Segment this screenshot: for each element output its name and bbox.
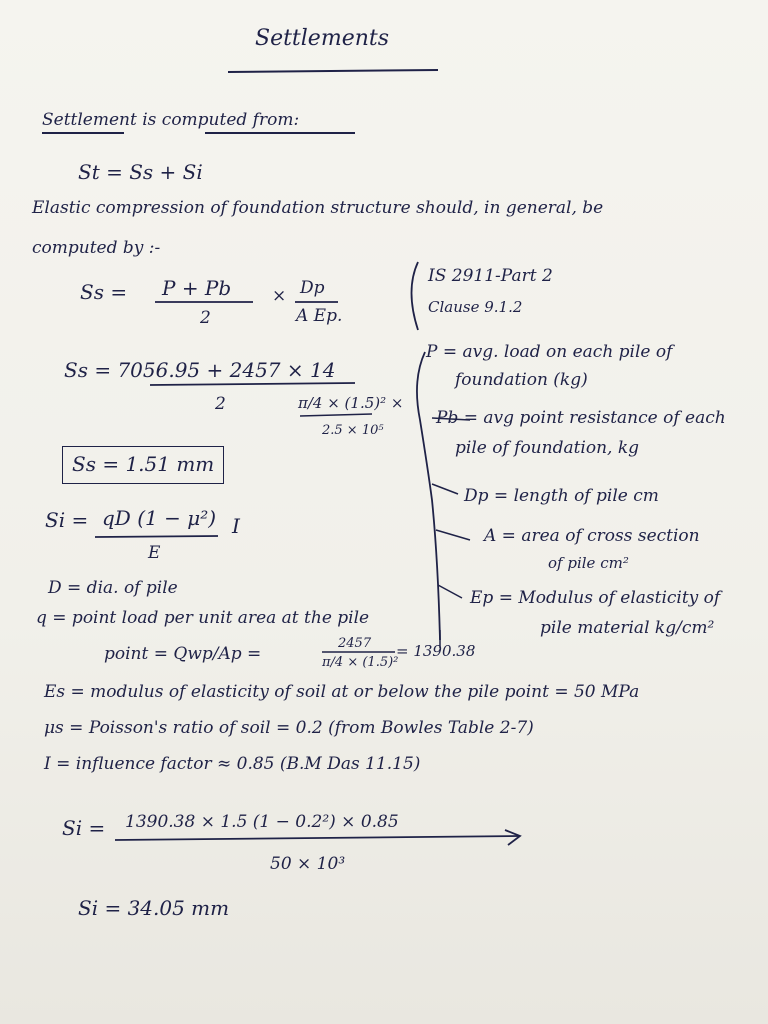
si-calculation-denominator: 50 × 10³ [270,854,346,874]
intro-underline-2 [205,132,355,134]
si-numerator: qD (1 − μ²) [102,506,217,530]
definition-q-cont: point = Qwp/Ap = [104,644,262,664]
ss-denominator: 2 [200,308,211,328]
reference-clause: Clause 9.1.2 [428,298,523,316]
definition-a-cont: of pile cm² [548,554,629,572]
definition-es: Es = modulus of elasticity of soil at or below the pile point = 50 MPa [44,682,640,702]
si-calculation-label: Si = [62,816,106,840]
page-title: Settlements [255,26,390,51]
si-result: Si = 34.05 mm [78,896,230,920]
ss-numerator: P + Pb [162,276,232,300]
definition-a: A = area of cross section [484,526,700,546]
ss-calculation-numerator: Ss = 7056.95 + 2457 × 14 [64,358,336,382]
dp-numerator: Dp [300,278,325,298]
times-sign: × [272,286,287,306]
reference-code: IS 2911-Part 2 [428,266,553,286]
definition-pb: Pb = avg point resistance of each [436,408,726,428]
definition-i: I = influence factor ≈ 0.85 (B.M Das 11.15) [44,754,421,774]
definition-d: D = dia. of pile [48,578,178,598]
si-denominator: E [148,543,161,563]
q-value: = 1390.38 [396,642,476,660]
elastic-note-line-1: Elastic compression of foundation structure should, in general, be [32,198,604,218]
elastic-note-line-2: computed by :- [32,238,161,258]
intro-underline-1 [42,132,124,134]
definition-q: q = point load per unit area at the pile [36,608,370,628]
q-numerator: 2457 [338,636,372,651]
si-calculation-numerator: 1390.38 × 1.5 (1 − 0.2²) × 0.85 [125,812,399,832]
ss-calculation-modulus: 2.5 × 10⁵ [322,423,384,438]
definition-pb-cont: pile of foundation, kg [455,438,640,458]
definition-p: P = avg. load on each pile of [426,342,673,362]
q-denominator: π/4 × (1.5)² [322,655,399,670]
intro-text: Settlement is computed from: [42,110,300,130]
dp-denominator: A Ep. [296,306,343,326]
definition-p-cont: foundation (kg) [455,370,588,390]
ss-label: Ss = [80,280,128,304]
si-label: Si = [45,508,89,532]
definition-ep: Ep = Modulus of elasticity of [470,588,721,608]
ss-result: Ss = 1.51 mm [72,452,215,476]
si-influence-factor: I [232,514,240,538]
ss-calculation-denominator: 2 [215,394,226,414]
definition-mu: μs = Poisson's ratio of soil = 0.2 (from Bowles Table 2-7) [44,718,534,738]
total-settlement-formula: St = Ss + Si [78,160,203,184]
definition-dp: Dp = length of pile cm [464,486,659,506]
definition-ep-cont: pile material kg/cm² [540,618,715,638]
ss-calculation-area: π/4 × (1.5)² × [298,394,404,412]
